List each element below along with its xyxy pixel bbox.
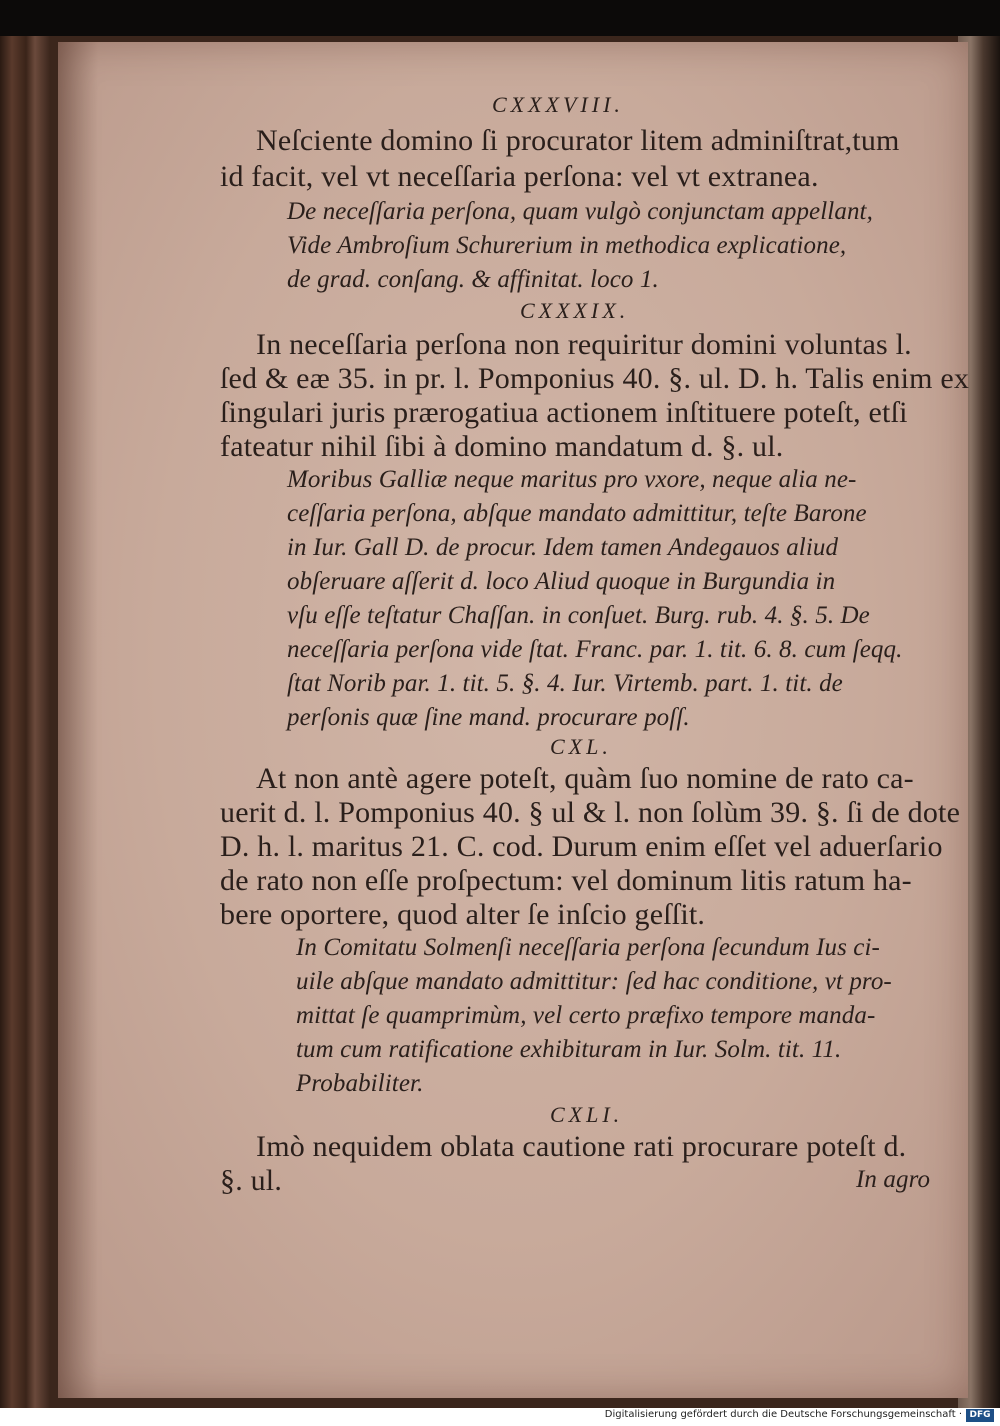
page-gutter-shadow [58,42,98,1398]
body-line: Imò nequidem oblata cautione rati procurare poteſt d. [256,1130,907,1163]
note-line: ceſſaria perſona, abſque mandato admittitur, teſte Barone [287,500,867,527]
note-line: mittat ſe quamprimùm, vel certo præfixo tempore manda- [296,1002,876,1029]
section-heading-141: CXLI. [550,1102,624,1127]
catchword: In agro [856,1166,931,1193]
body-line: Neſciente domino ſi procurator litem adminiſtrat,tum [256,124,900,157]
body-line: §. ul. [220,1164,283,1197]
body-line: bere oportere, quod alter ſe inſcio geſſit. [220,898,706,931]
note-line: In Comitatu Solmenſi neceſſaria perſona ſecundum Ius ci- [296,934,880,961]
section-heading-140: CXL. [550,734,612,759]
body-line: id facit, vel vt neceſſaria perſona: vel vt extranea. [220,160,819,193]
note-line: tum cum ratificatione exhibituram in Iur. Solm. tit. 11. [296,1036,842,1063]
note-line: Moribus Galliæ neque maritus pro vxore, neque alia ne- [287,466,857,493]
body-line: ſingulari juris prærogatiua actionem inſtituere poteſt, etſi [220,396,908,429]
body-line: de rato non eſſe proſpectum: vel dominum litis ratum ha- [220,864,912,897]
section-heading-138: CXXXVIII. [492,92,624,117]
note-line: Vide Ambroſium Schurerium in methodica explicatione, [287,232,847,259]
body-line: At non antè agere poteſt, quàm ſuo nomine de rato ca- [256,762,914,795]
note-line: ſtat Norib par. 1. tit. 5. §. 4. Iur. Virtemb. part. 1. tit. de [287,670,843,697]
note-line: de grad. conſang. & affinitat. loco 1. [287,266,659,293]
note-line: perſonis quæ ſine mand. procurare poſſ. [287,704,690,731]
note-line: Probabiliter. [296,1070,424,1097]
note-line: obſeruare aſſerit d. loco Aliud quoque in Burgundia in [287,568,836,595]
note-line: uile abſque mandato admittitur: ſed hac conditione, vt pro- [296,968,892,995]
note-line: vſu eſſe teſtatur Chaſſan. in conſuet. Burg. rub. 4. §. 5. De [287,602,870,629]
body-line: uerit d. l. Pomponius 40. § ul & l. non ſolùm 39. §. ſi de dote [220,796,961,829]
note-line: neceſſaria perſona vide ſtat. Franc. par. 1. tit. 6. 8. cum ſeqq. [287,636,903,663]
note-line: De neceſſaria perſona, quam vulgò conjunctam appellant, [287,198,873,225]
body-line: D. h. l. maritus 21. C. cod. Durum enim eſſet vel aduerſario [220,830,943,863]
note-line: in Iur. Gall D. de procur. Idem tamen Andegauos aliud [287,534,839,561]
dfg-logo: DFG [966,1409,994,1422]
body-line: In neceſſaria perſona non requiritur domini voluntas l. [256,328,912,361]
section-heading-139: CXXXIX. [520,298,630,323]
funding-credit: Digitalisierung gefördert durch die Deutsche Forschungsgemeinschaft · [604,1409,962,1420]
body-line: fateatur nihil ſibi à domino mandatum d. §. ul. [220,430,784,463]
body-line: ſed & eæ 35. in pr. l. Pomponius 40. §. ul. D. h. Talis enim ex [220,362,970,395]
